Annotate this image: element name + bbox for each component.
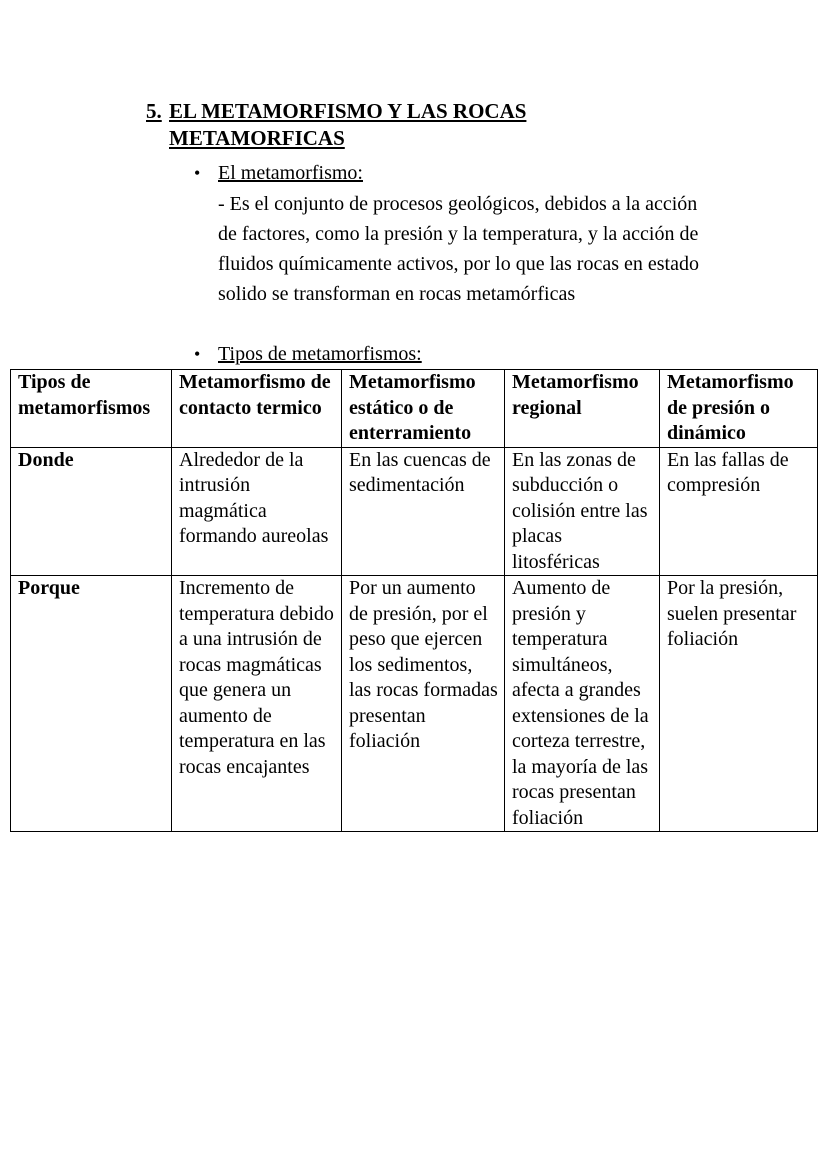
definition-paragraph: - Es el conjunto de procesos geológicos, debidos a la acción de factores, como la presión y la temperatura, y la acción de fluidos químicamente activos, por lo que las rocas en estado solido se transforman en rocas metamórficas xyxy=(218,193,699,305)
row-label: Donde xyxy=(11,447,172,576)
table-cell: Aumento de presión y temperatura simultáneos, afecta a grandes extensiones de la corteza terrestre, la mayoría de las rocas presentan foliación xyxy=(505,576,660,832)
table-cell: Por un aumento de presión, por el peso que ejercen los sedimentos, las rocas formadas presentan foliación xyxy=(342,576,505,832)
bullet-label: Tipos de metamorfismos: xyxy=(218,343,422,365)
header-cell: Metamorfismo de contacto termico xyxy=(172,370,342,448)
table-row xyxy=(11,576,818,832)
table-row xyxy=(11,447,818,576)
table-cell: En las zonas de subducción o colisión entre las placas litosféricas xyxy=(505,447,660,576)
section-number: 5. xyxy=(146,99,162,123)
table-header-row xyxy=(11,370,818,448)
metamorphism-table xyxy=(10,369,818,832)
table-cell: En las cuencas de sedimentación xyxy=(342,447,505,576)
bullet-symbol: • xyxy=(194,344,201,364)
bullet-symbol: • xyxy=(194,163,201,183)
table-cell: Incremento de temperatura debido a una intrusión de rocas magmáticas que genera un aumento de temperatura en las rocas encajantes xyxy=(172,576,342,832)
header-cell: Metamorfismo estático o de enterramiento xyxy=(342,370,505,448)
table-cell: En las fallas de compresión xyxy=(660,447,818,576)
row-label: Porque xyxy=(11,576,172,832)
header-cell: Metamorfismo de presión o dinámico xyxy=(660,370,818,448)
table-cell: Por la presión, suelen presentar foliación xyxy=(660,576,818,832)
header-cell: Metamorfismo regional xyxy=(505,370,660,448)
bullet-label: El metamorfismo: xyxy=(218,162,363,184)
table-cell: Alrededor de la intrusión magmática formando aureolas xyxy=(172,447,342,576)
header-cell: Tipos de metamorfismos xyxy=(11,370,172,448)
section-title: EL METAMORFISMO Y LAS ROCAS METAMORFICAS xyxy=(169,99,527,150)
